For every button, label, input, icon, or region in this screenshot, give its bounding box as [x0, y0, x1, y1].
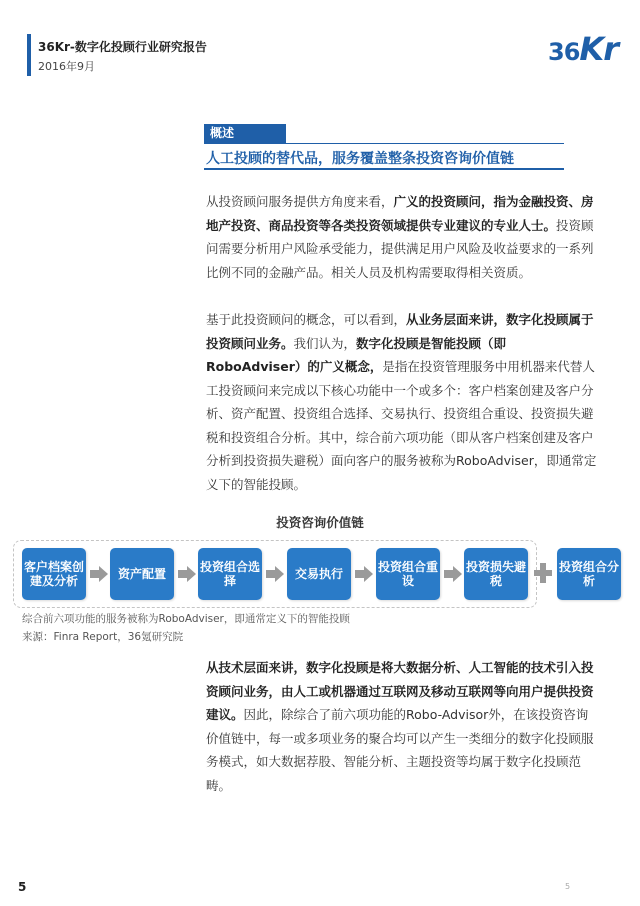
report-date: 2016年9月 — [38, 60, 95, 73]
paragraph-2: 基于此投资顾问的概念，可以看到，从业务层面来讲，数字化投顾属于投资顾问业务。我们认为，数字化投顾是智能投顾（即RoboAdviser）的广义概念，是指在投资管理服务中用机器来代替人工投资顾问来完成以下核心功能中一个或多个：客户档案创建及客户分析、资产配置、投资组合选择、交易执行、投资组合重设、投资损失避税和投资组合分析。其中，综合前六项功能（即从客户档案创建及客户分析到投资损失避税）面向客户的服务被称为RoboAdviser，即通常定义下的智能投顾。 — [206, 312, 597, 492]
36kr-logo: 36Kr — [548, 30, 618, 68]
step-client-profile: 客户档案创建及分析 — [22, 548, 86, 600]
value-chain-title: 投资咨询价值链 — [276, 515, 364, 530]
step-tax-loss-harvesting: 投资损失避税 — [464, 548, 528, 600]
chart-source: 来源：Finra Report，36氪研究院 — [22, 631, 184, 643]
plus-icon — [534, 563, 552, 587]
step-asset-allocation: 资产配置 — [110, 548, 174, 600]
step-portfolio-analysis: 投资组合分析 — [557, 548, 621, 600]
page-number: 5 — [18, 880, 27, 894]
section-heading: 人工投顾的替代品，服务覆盖整条投资咨询价值链 — [204, 143, 564, 170]
step-portfolio-rebalance: 投资组合重设 — [376, 548, 440, 600]
step-trade-execution: 交易执行 — [287, 548, 351, 600]
report-title: 36Kr-数字化投顾行业研究报告 — [38, 40, 207, 54]
paragraph-1: 从投资顾问服务提供方角度来看，广义的投资顾问，指为金融投资、房地产投资、商品投资等各类投资领域提供专业建议的专业人士。投资顾问需要分析用户风险承受能力，提供满足用户风险及收益要求的一系列比例不同的金融产品。相关人员及机构需要取得相关资质。 — [206, 194, 594, 280]
step-portfolio-selection: 投资组合选择 — [198, 548, 262, 600]
section-label: 概述 — [204, 124, 286, 143]
page-number-small: 5 — [565, 882, 571, 891]
chart-note: 综合前六项功能的服务被称为RoboAdviser，即通常定义下的智能投顾 — [22, 613, 350, 625]
paragraph-3: 从技术层面来讲，数字化投顾是将大数据分析、人工智能的技术引入投资顾问业务，由人工或机器通过互联网及移动互联网等向用户提供投资建议。因此，除综合了前六项功能的Robo-Advisor外，在该投资咨询价值链中，每一或多项业务的聚合均可以产生一类细分的数字化投顾服务模式，如大数据荐股、智能分析、主题投资等均属于数字化投顾范畴。 — [206, 660, 594, 793]
header-accent-bar — [27, 34, 31, 76]
